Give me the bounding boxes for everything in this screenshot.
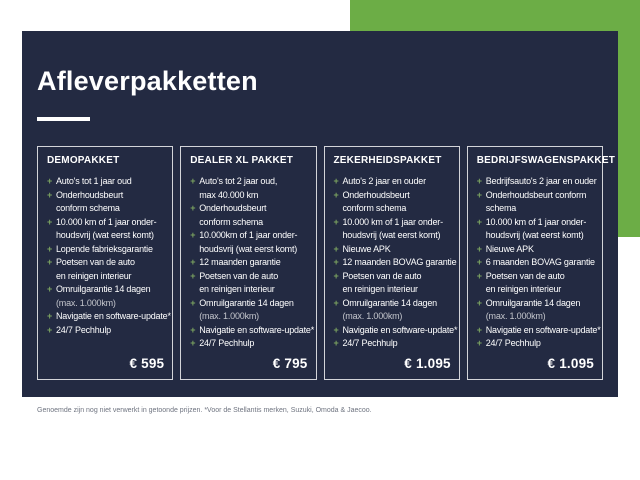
package-item-text: Poetsen van de auto en reinigen interieur xyxy=(342,270,422,294)
package-card-dealer-xl-pakket xyxy=(180,146,316,380)
package-feature-list xyxy=(190,175,315,351)
footnote: Genoemde zijn nog niet verwerkt in getoonde prijzen. *Voor de Stellantis merken, Suzuki, Omoda & Jaecoo. xyxy=(37,407,372,414)
package-title: DEALER XL PAKKET xyxy=(190,155,294,166)
package-item-text: Omruilgarantie 14 dagen (max. 1.000km) xyxy=(199,297,294,321)
package-item-text: Omruilgarantie 14 dagen (max. 1.000km) xyxy=(56,284,151,308)
package-feature-list xyxy=(333,175,458,351)
package-item-text: 12 maanden BOVAG garantie xyxy=(342,257,457,267)
package-item-text: 24/7 Pechhulp xyxy=(485,338,541,348)
plus-bullet-icon: + xyxy=(47,257,53,267)
package-item-text: Onderhoudsbeurt conform schema xyxy=(56,189,124,213)
package-item-text: Navigatie en software-update* xyxy=(342,324,458,335)
package-item xyxy=(333,324,458,338)
package-item xyxy=(47,216,164,243)
plus-bullet-icon: + xyxy=(476,297,482,308)
package-item xyxy=(190,229,307,256)
page-title: Afleverpakketten xyxy=(37,66,258,96)
plus-bullet-icon: + xyxy=(190,176,196,186)
package-item xyxy=(190,256,307,270)
plus-bullet-icon: + xyxy=(476,216,482,227)
package-item xyxy=(477,270,594,297)
package-cards-row xyxy=(37,146,616,380)
package-title: ZEKERHEIDSPAKKET xyxy=(333,155,442,166)
package-card-demopakket xyxy=(37,146,173,380)
package-item xyxy=(477,256,594,270)
plus-bullet-icon: + xyxy=(190,203,196,213)
plus-bullet-icon: + xyxy=(476,189,482,200)
plus-bullet-icon: + xyxy=(476,324,482,335)
package-item-text: Navigatie en software-update* xyxy=(485,324,601,335)
package-card-bedrijfswagenspakket xyxy=(467,146,616,380)
plus-bullet-icon: + xyxy=(333,270,339,281)
package-item-text: 10.000 km of 1 jaar onder- houdsvrij (wat eerst komt) xyxy=(56,216,157,240)
plus-bullet-icon: + xyxy=(47,243,53,254)
plus-bullet-icon: + xyxy=(190,338,196,348)
plus-bullet-icon: + xyxy=(476,243,482,254)
package-item-text: Auto's 2 jaar en ouder xyxy=(342,176,426,186)
plus-bullet-icon: + xyxy=(333,324,339,335)
package-item xyxy=(334,297,451,324)
package-item-text: Nieuwe APK xyxy=(342,243,391,254)
package-title: BEDRIJFSWAGENSPAKKET xyxy=(476,155,616,166)
package-item-text: Poetsen van de auto en reinigen interieur xyxy=(199,270,279,294)
package-feature-list xyxy=(476,175,601,351)
package-price: € 795 xyxy=(272,356,308,371)
package-feature-list xyxy=(47,175,171,337)
package-item xyxy=(47,283,164,310)
package-item xyxy=(476,175,597,189)
package-item xyxy=(334,175,451,189)
package-item-text: Bedrijfsauto's 2 jaar en ouder xyxy=(485,176,597,186)
plus-bullet-icon: + xyxy=(476,176,482,186)
package-item-text: Auto's tot 1 jaar oud xyxy=(56,176,132,186)
package-item-text: 10.000 km of 1 jaar onder- houdsvrij (wat eerst komt) xyxy=(485,216,587,240)
package-item-text: Poetsen van de auto en reinigen interieur xyxy=(56,257,135,281)
package-item-text: 10.000 km of 1 jaar onder- houdsvrij (wat eerst komt) xyxy=(342,216,443,240)
package-item xyxy=(334,216,451,243)
package-item-text: Omruilgarantie 14 dagen (max. 1.000km) xyxy=(342,297,437,321)
plus-bullet-icon: + xyxy=(190,270,196,281)
package-item xyxy=(190,324,315,338)
package-title: DEMOPAKKET xyxy=(47,155,120,166)
package-item xyxy=(190,202,307,229)
plus-bullet-icon: + xyxy=(47,284,53,294)
package-item xyxy=(47,256,164,283)
package-item xyxy=(47,310,171,324)
package-item xyxy=(477,243,594,257)
package-item xyxy=(47,243,164,257)
package-price: € 1.095 xyxy=(404,356,451,371)
package-item-text: Navigatie en software-update* xyxy=(56,311,171,321)
package-item xyxy=(190,175,307,202)
package-item-text: Nieuwe APK xyxy=(485,243,534,254)
plus-bullet-icon: + xyxy=(333,176,339,186)
package-item xyxy=(334,270,451,297)
plus-bullet-icon: + xyxy=(190,257,196,267)
package-item xyxy=(477,189,594,216)
package-item xyxy=(190,337,307,351)
package-item xyxy=(334,337,451,351)
plus-bullet-icon: + xyxy=(333,189,339,200)
package-item-text: 10.000km of 1 jaar onder- houdsvrij (wat eerst komt) xyxy=(199,230,298,254)
package-item-text: 24/7 Pechhulp xyxy=(56,324,111,335)
title-underline xyxy=(37,117,90,121)
package-item-text: Onderhoudsbeurt conform schema xyxy=(485,189,587,213)
package-item xyxy=(190,270,307,297)
slide-panel xyxy=(22,31,618,397)
plus-bullet-icon: + xyxy=(190,230,196,240)
package-item-text: Omruilgarantie 14 dagen (max. 1.000km) xyxy=(485,297,581,321)
package-item xyxy=(333,256,457,270)
package-item xyxy=(334,189,451,216)
plus-bullet-icon: + xyxy=(190,324,196,335)
plus-bullet-icon: + xyxy=(476,338,482,348)
plus-bullet-icon: + xyxy=(190,297,196,308)
package-item-text: 24/7 Pechhulp xyxy=(199,338,255,348)
package-item xyxy=(477,297,594,324)
plus-bullet-icon: + xyxy=(47,176,53,186)
plus-bullet-icon: + xyxy=(333,257,339,267)
package-price: € 1.095 xyxy=(547,356,594,371)
plus-bullet-icon: + xyxy=(333,338,339,348)
plus-bullet-icon: + xyxy=(47,189,53,200)
package-item-text: 12 maanden garantie xyxy=(199,257,281,267)
package-item xyxy=(47,324,164,338)
package-price: € 595 xyxy=(129,356,165,371)
package-item xyxy=(477,337,594,351)
package-item-text: 6 maanden BOVAG garantie xyxy=(485,257,595,267)
package-item xyxy=(477,216,594,243)
package-item-text: Onderhoudsbeurt conform schema xyxy=(199,203,267,227)
package-item-text: Navigatie en software-update* xyxy=(199,324,315,335)
plus-bullet-icon: + xyxy=(476,257,482,267)
plus-bullet-icon: + xyxy=(333,243,339,254)
package-item xyxy=(190,297,307,324)
package-item-text: Poetsen van de auto en reinigen interieur xyxy=(485,270,565,294)
package-item xyxy=(476,324,601,338)
package-item xyxy=(47,175,164,189)
plus-bullet-icon: + xyxy=(476,270,482,281)
package-item-text: Auto's tot 2 jaar oud, max 40.000 km xyxy=(199,176,278,200)
plus-bullet-icon: + xyxy=(333,216,339,227)
plus-bullet-icon: + xyxy=(333,297,339,308)
package-item-text: 24/7 Pechhulp xyxy=(342,338,398,348)
package-item-text: Onderhoudsbeurt conform schema xyxy=(342,189,410,213)
plus-bullet-icon: + xyxy=(47,216,53,227)
package-item xyxy=(47,189,164,216)
package-item xyxy=(334,243,451,257)
plus-bullet-icon: + xyxy=(47,324,53,335)
package-item-text: Lopende fabrieksgarantie xyxy=(56,243,153,254)
plus-bullet-icon: + xyxy=(47,311,53,321)
package-card-zekerheidspakket xyxy=(324,146,460,380)
